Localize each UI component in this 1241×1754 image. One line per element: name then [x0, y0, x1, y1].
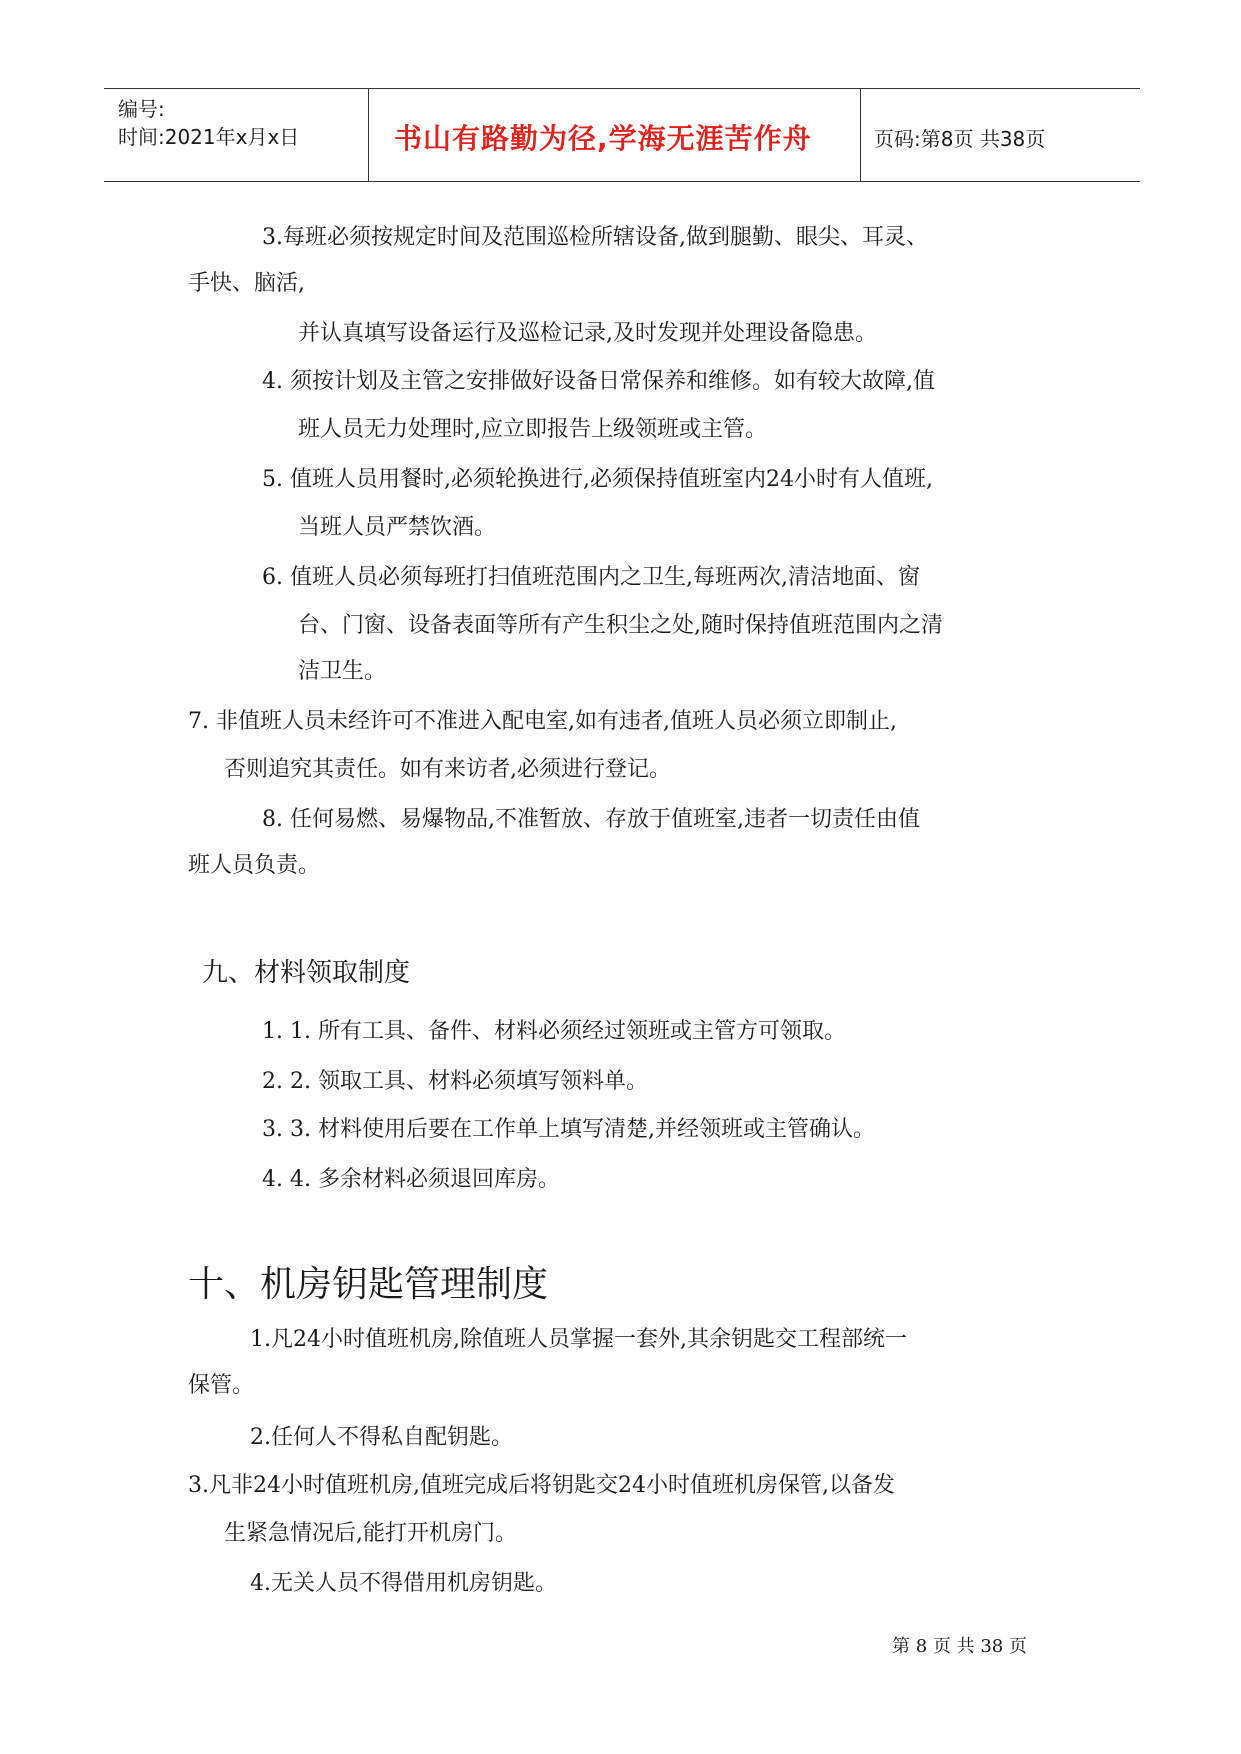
body-line: 8. 任何易燃、易爆物品,不准暂放、存放于值班室,违者一切责任由值 — [262, 807, 920, 832]
body-line: 6. 值班人员必须每班打扫值班范围内之卫生,每班两次,清洁地面、窗 — [262, 565, 920, 590]
body-line: 手快、脑活, — [188, 271, 305, 296]
body-line: 保管。 — [188, 1373, 255, 1398]
body-line: 1.凡24小时值班机房,除值班人员掌握一套外,其余钥匙交工程部统一 — [250, 1327, 907, 1352]
section-10-title: 十、机房钥匙管理制度 — [188, 1264, 549, 1305]
body-line: 2.任何人不得私自配钥匙。 — [250, 1425, 513, 1450]
body-line: 否则追究其责任。如有来访者,必须进行登记。 — [224, 757, 671, 782]
body-line: 5. 值班人员用餐时,必须轮换进行,必须保持值班室内24小时有人值班, — [262, 467, 933, 492]
document-header — [104, 88, 1140, 182]
list-item: 2. 2. 领取工具、材料必须填写领料单。 — [262, 1069, 648, 1094]
header-motto: 书山有路勤为径,学海无涯苦作舟 — [394, 122, 812, 155]
body-line: 4.无关人员不得借用机房钥匙。 — [250, 1571, 557, 1596]
section-9-title: 九、材料领取制度 — [202, 958, 411, 988]
body-line: 班人员负责。 — [188, 853, 321, 878]
list-item: 1. 1. 所有工具、备件、材料必须经过领班或主管方可领取。 — [262, 1019, 846, 1044]
body-line: 生紧急情况后,能打开机房门。 — [224, 1521, 517, 1546]
header-divider — [860, 89, 861, 181]
list-item: 3. 3. 材料使用后要在工作单上填写清楚,并经领班或主管确认。 — [262, 1117, 875, 1142]
page-footer: 第 8 页 共 38 页 — [892, 1636, 1027, 1657]
body-line: 当班人员严禁饮酒。 — [298, 515, 497, 540]
header-page-label: 页码:第8页 共38页 — [874, 127, 1046, 151]
list-item: 4. 4. 多余材料必须退回库房。 — [262, 1167, 560, 1192]
body-line: 班人员无力处理时,应立即报告上级领班或主管。 — [298, 417, 767, 442]
header-id-label: 编号: — [118, 97, 165, 121]
body-line: 并认真填写设备运行及巡检记录,及时发现并处理设备隐患。 — [298, 321, 877, 346]
header-divider — [368, 89, 369, 181]
body-line: 3.每班必须按规定时间及范围巡检所辖设备,做到腿勤、眼尖、耳灵、 — [262, 225, 928, 250]
body-line: 台、门窗、设备表面等所有产生积尘之处,随时保持值班范围内之清 — [298, 613, 943, 638]
body-line: 洁卫生。 — [298, 659, 387, 684]
body-line: 4. 须按计划及主管之安排做好设备日常保养和维修。如有较大故障,值 — [262, 369, 935, 394]
body-line: 3.凡非24小时值班机房,值班完成后将钥匙交24小时值班机房保管,以备发 — [188, 1473, 895, 1498]
body-line: 7. 非值班人员未经许可不准进入配电室,如有违者,值班人员必须立即制止, — [188, 709, 897, 734]
header-time-label: 时间:2021年x月x日 — [118, 125, 300, 149]
